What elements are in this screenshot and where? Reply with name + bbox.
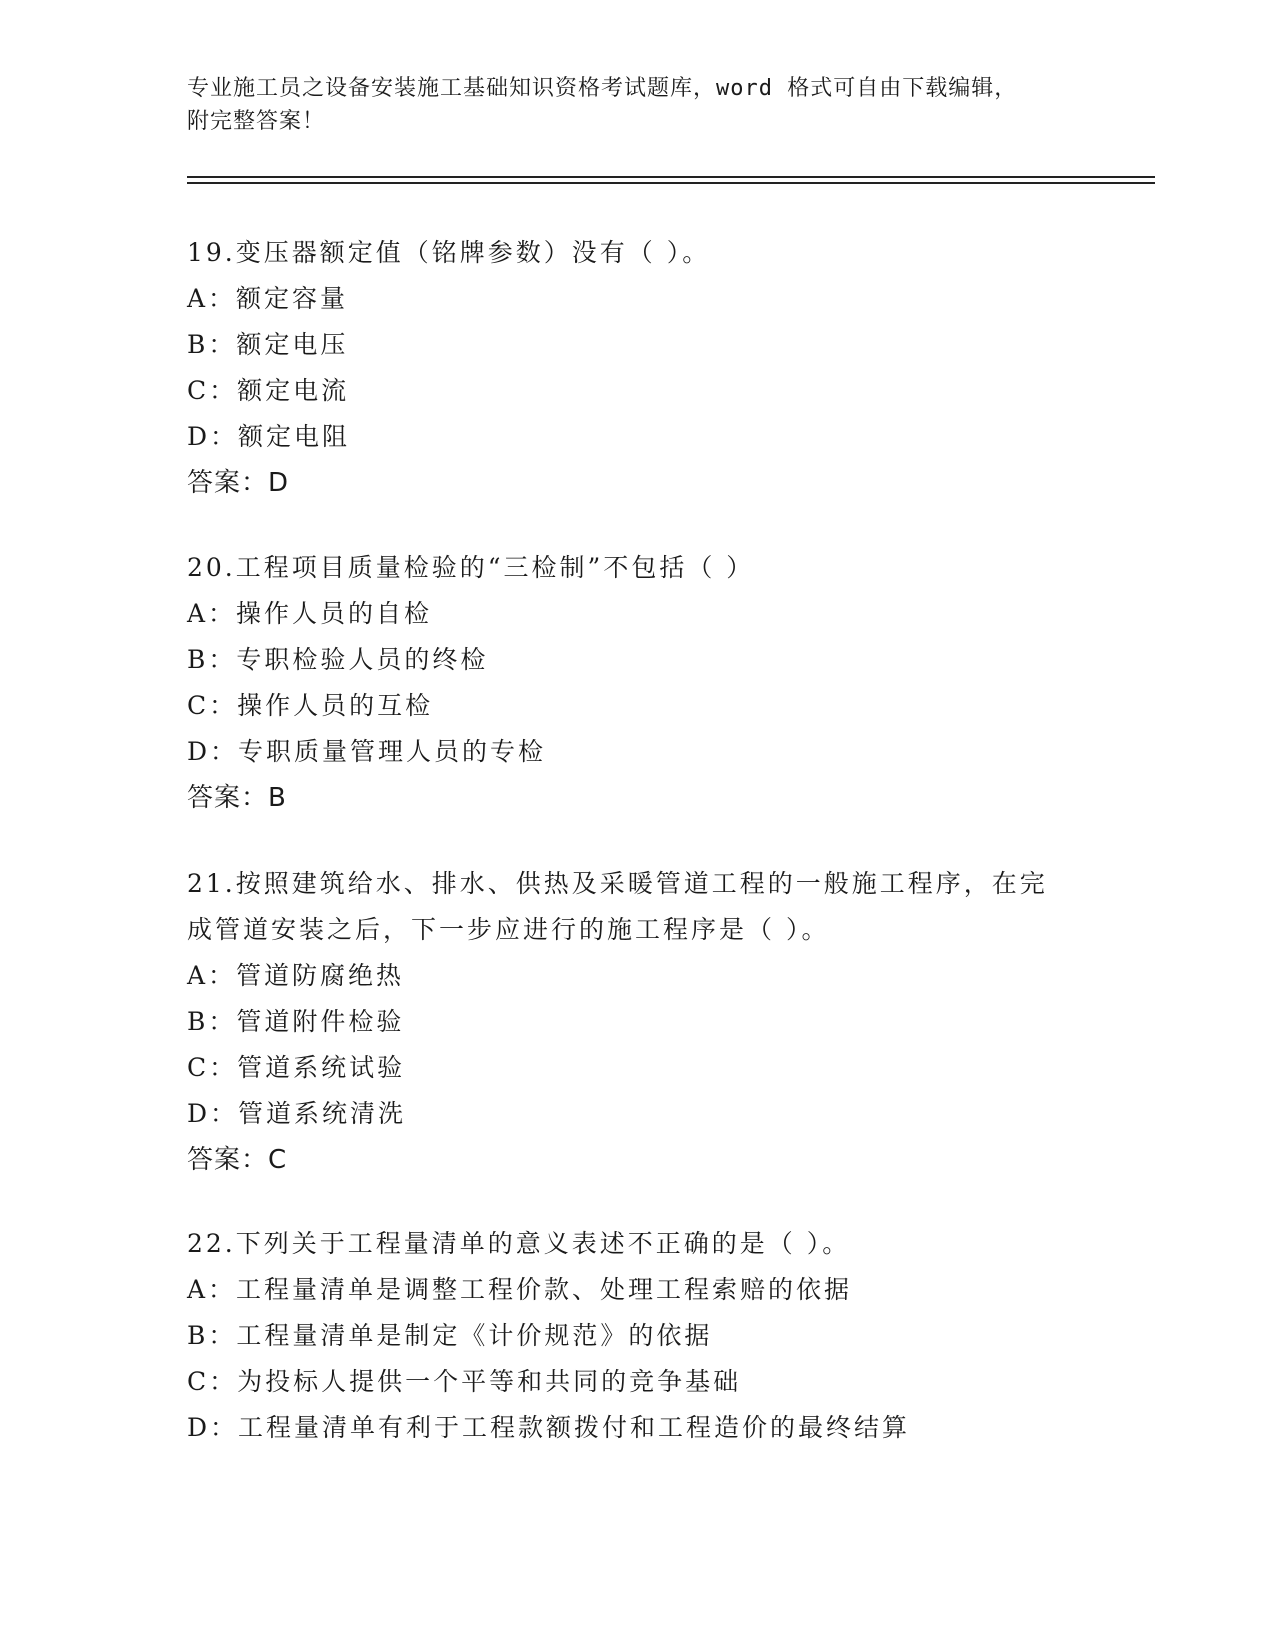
answer-line: 答案：C: [187, 1145, 288, 1175]
question-20: [187, 545, 1087, 821]
question-21: [187, 861, 1087, 1183]
option-a: A：操作人员的自检: [187, 599, 433, 628]
option-c: C：为投标人提供一个平等和共同的竞争基础: [187, 1367, 742, 1396]
question-stem: 22.下列关于工程量清单的意义表述不正确的是（ ）。: [187, 1229, 851, 1258]
option-a: A：管道防腐绝热: [187, 961, 405, 990]
question-stem: 20.工程项目质量检验的“三检制”不包括（ ）: [187, 553, 755, 582]
option-c: C：额定电流: [187, 376, 350, 405]
question-19: [187, 230, 1087, 506]
option-a: A：额定容量: [187, 284, 349, 313]
option-b: B：工程量清单是制定《计价规范》的依据: [187, 1321, 713, 1350]
header-line-2: 附完整答案！: [187, 109, 326, 134]
option-b: B：专职检验人员的终检: [187, 645, 489, 674]
question-22: [187, 1221, 1087, 1451]
header-divider-bottom: [187, 182, 1155, 184]
option-b: B：管道附件检验: [187, 1007, 405, 1036]
question-stem: 19.变压器额定值（铭牌参数）没有（ ）。: [187, 238, 711, 267]
question-stem-line-1: 21.按照建筑给水、排水、供热及采暖管道工程的一般施工程序，在完: [187, 869, 1048, 898]
document-header: [187, 72, 1087, 138]
answer-line: 答案：D: [187, 468, 290, 498]
header-divider-top: [187, 176, 1155, 178]
option-d: D：专职质量管理人员的专检: [187, 737, 547, 766]
option-d: D：工程量清单有利于工程款额拨付和工程造价的最终结算: [187, 1413, 911, 1442]
option-d: D：额定电阻: [187, 422, 351, 451]
option-a: A：工程量清单是调整工程价款、处理工程索赔的依据: [187, 1275, 853, 1304]
option-c: C：操作人员的互检: [187, 691, 434, 720]
option-b: B：额定电压: [187, 330, 349, 359]
answer-line: 答案：B: [187, 783, 287, 813]
question-stem-line-2: 成管道安装之后，下一步应进行的施工程序是（ ）。: [187, 915, 830, 944]
option-d: D：管道系统清洗: [187, 1099, 407, 1128]
header-line-1: 专业施工员之设备安装施工基础知识资格考试题库，word 格式可自由下载编辑，: [187, 76, 1018, 101]
option-c: C：管道系统试验: [187, 1053, 406, 1082]
